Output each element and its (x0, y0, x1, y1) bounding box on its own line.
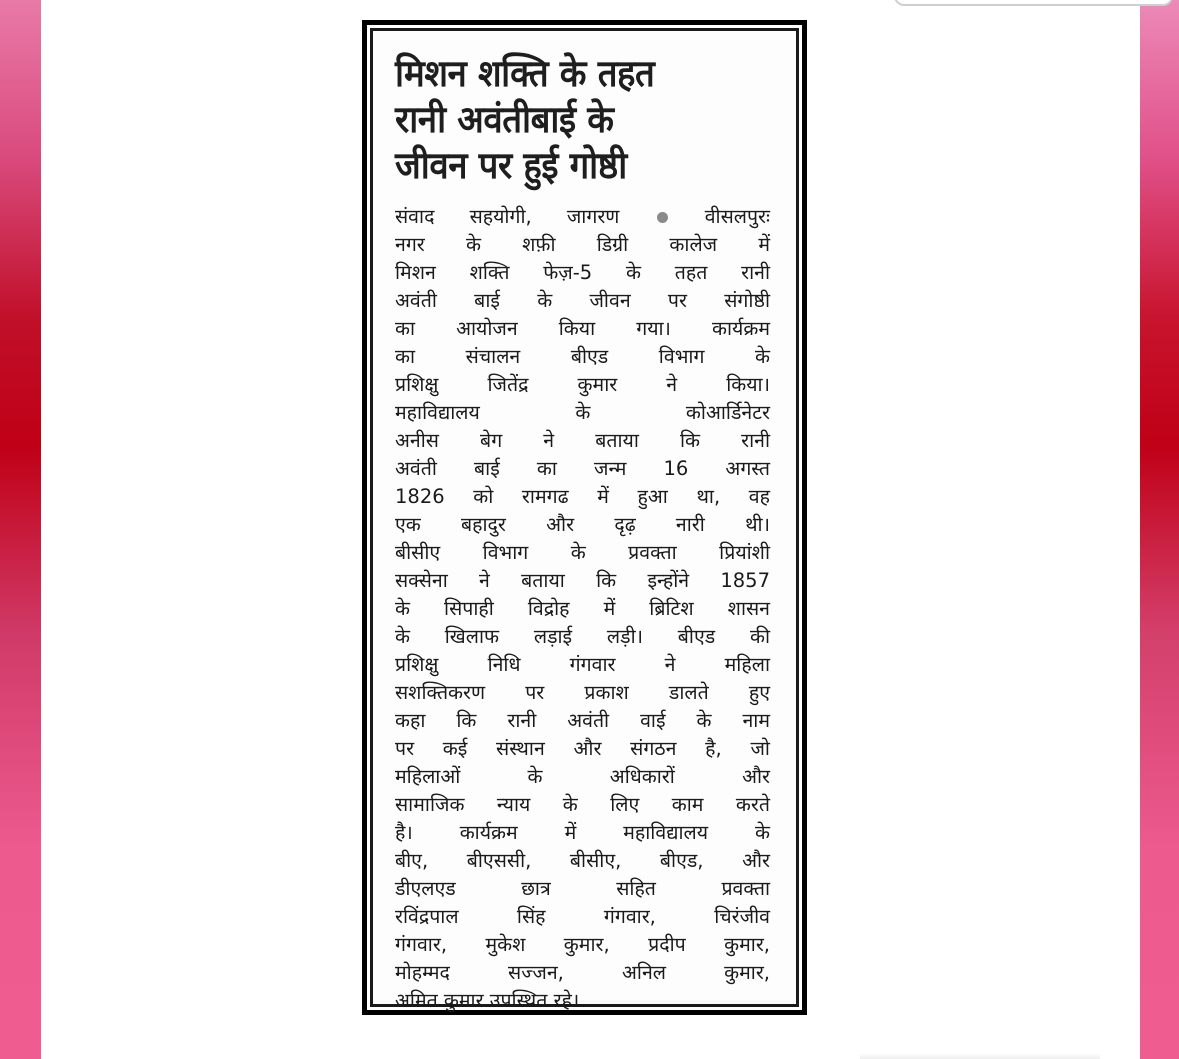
top-tab-outline (894, 0, 1173, 6)
body-line: मिशन शक्ति फेज़-5 के तहत रानी (395, 261, 770, 284)
body-line: का आयोजन किया गया। कार्यक्रम (395, 317, 770, 340)
body-line: बीसीए विभाग के प्रवक्ता प्रियांशी (395, 541, 770, 564)
article-headline (395, 51, 748, 189)
body-line: प्रशिक्षु जितेंद्र कुमार ने किया। (395, 373, 770, 396)
body-line: मोहम्मद सज्जन, अनिल कुमार, (395, 961, 770, 984)
body-line: के खिलाफ लड़ाई लड़ी। बीएड की (395, 625, 770, 648)
body-line: अनीस बेग ने बताया कि रानी (395, 429, 770, 452)
body-line: महाविद्यालय के कोआर्डिनेटर (395, 401, 770, 424)
body-line: अवंती बाई का जन्म 16 अगस्त (395, 457, 770, 480)
body-line: महिलाओं के अधिकारों और (395, 765, 770, 788)
headline-line: जीवन पर हुई गोष्ठी (395, 144, 627, 187)
left-decorative-border (0, 0, 41, 1059)
body-line: गंगवार, मुकेश कुमार, प्रदीप कुमार, (395, 933, 770, 956)
body-line: अमित कुमार उपस्थित रहे। (395, 989, 580, 1012)
body-line: डीएलएड छात्र सहित प्रवक्ता (395, 877, 770, 900)
dateline (395, 203, 770, 231)
body-line: सामाजिक न्याय के लिए काम करते (395, 793, 770, 816)
body-line: कहा कि रानी अवंती वाई के नाम (395, 709, 770, 732)
headline-line: रानी अवंतीबाई के (395, 98, 614, 141)
body-line: सशक्तिकरण पर प्रकाश डालते हुए (395, 681, 770, 704)
body-line: 1826 को रामगढ में हुआ था, वह (395, 485, 770, 508)
headline-line: मिशन शक्ति के तहत (395, 52, 655, 95)
body-line: पर कई संस्थान और संगठन है, जो (395, 737, 770, 760)
dateline-source: संवाद सहयोगी, जागरण (395, 205, 620, 228)
article-body (395, 203, 770, 1015)
bottom-shadow (860, 1053, 1100, 1059)
body-line: प्रशिक्षु निधि गंगवार ने महिला (395, 653, 770, 676)
body-line: एक बहादुर और दृढ़ नारी थी। (395, 513, 770, 536)
dateline-place: वीसलपुरः (704, 205, 770, 228)
body-line: नगर के शफ़ी डिग्री कालेज में (395, 233, 770, 256)
bullet-dot-icon (657, 212, 668, 223)
body-line: सक्सेना ने बताया कि इन्होंने 1857 (395, 569, 770, 592)
body-line: के सिपाही विद्रोह में ब्रिटिश शासन (395, 597, 770, 620)
body-line: का संचालन बीएड विभाग के (395, 345, 770, 368)
body-line: बीए, बीएससी, बीसीए, बीएड, और (395, 849, 770, 872)
body-line: है। कार्यक्रम में महाविद्यालय के (395, 821, 770, 844)
newspaper-clipping (362, 20, 807, 1015)
body-line: अवंती बाई के जीवन पर संगोष्ठी (395, 289, 770, 312)
right-decorative-border (1140, 0, 1179, 1059)
clipping-frame (370, 28, 799, 1012)
body-line: रविंद्रपाल सिंह गंगवार, चिरंजीव (395, 905, 770, 928)
